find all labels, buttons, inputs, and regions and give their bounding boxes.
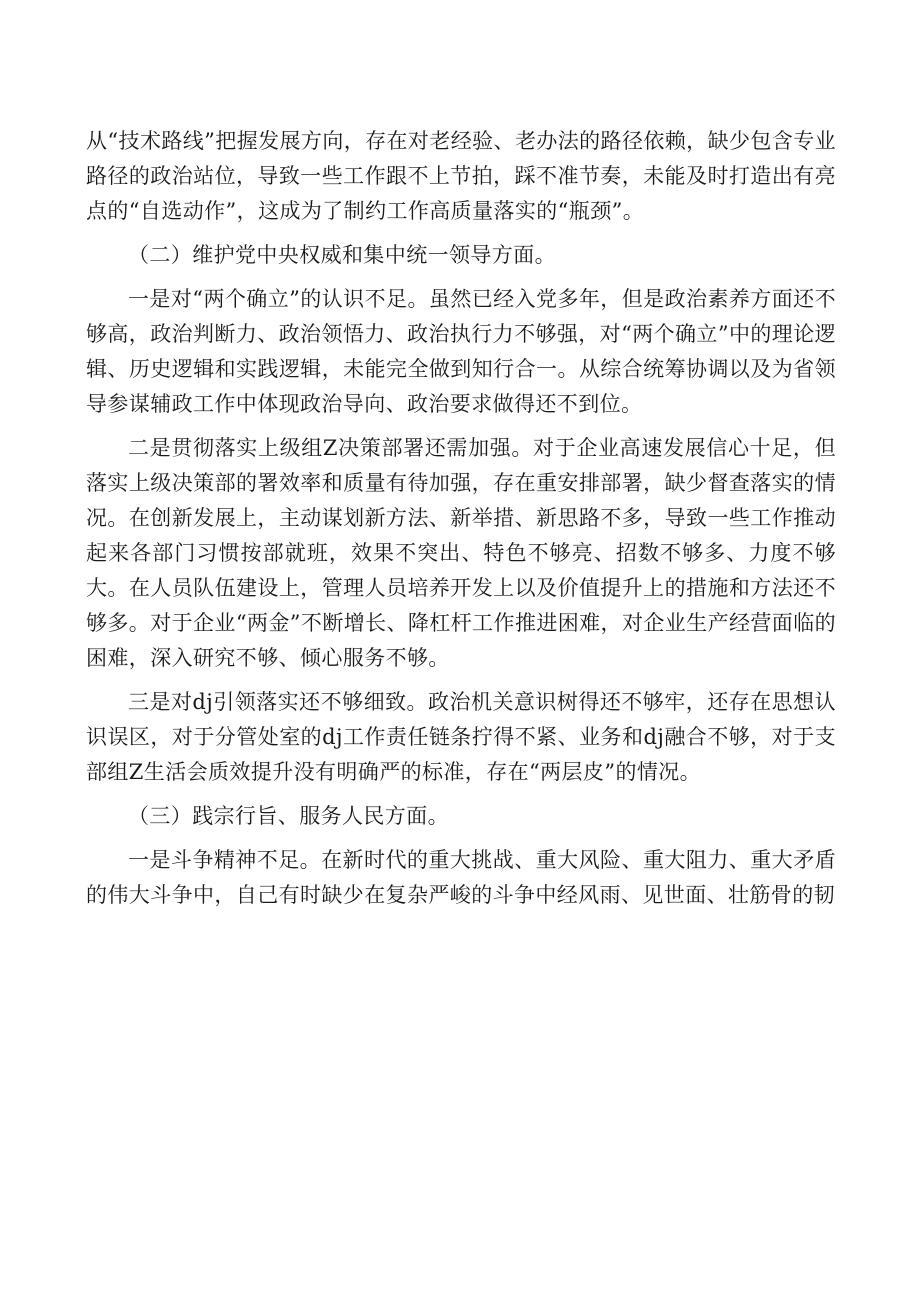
paragraph-two-establishments: 一是对“两个确立”的认识不足。虽然已经入党多年，但是政治素养方面还不够高，政治判断力、政治领悟力、政治执行力不够强，对“两个确立”中的理论逻辑、历史逻辑和实践逻辑，未能完全做到知行合一。从综合统筹协调以及为省领导参谋辅政工作中体现政治导向、政治要求做得还不到位。 [86,287,836,416]
section-heading-2: （二）维护党中央权威和集中统一领导方面。 [128,243,556,267]
paragraph-struggle-spirit: 一是斗争精神不足。在新时代的重大挑战、重大风险、重大阻力、重大矛盾的伟大斗争中，自己有时缺少在复杂严峻的斗争中经风雨、见世面、壮筋骨的韧 [86,848,836,907]
section-heading-3: （三）践宗行旨、服务人民方面。 [128,804,449,828]
paragraph-leadership: 三是对dj引领落实还不够细致。政治机关意识树得还不够牢，还存在思想认识误区，对于分管处室的dj工作责任链条拧得不紧、业务和dj融合不够，对于支部组Z生活会质效提升没有明确严的标准，存在“两层皮”的情况。 [86,690,836,784]
paragraph-continuation: 从“技术路线”把握发展方向，存在对老经验、老办法的路径依赖，缺少包含专业路径的政治站位，导致一些工作跟不上节拍，踩不准节奏，未能及时打造出有亮点的“自选动作”，这成为了制约工作高质量落实的“瓶颈”。 [86,129,836,223]
paragraph-implementation: 二是贯彻落实上级组Z决策部署还需加强。对于企业高速发展信心十足，但落实上级决策部的署效率和质量有待加强，存在重安排部署，缺少督查落实的情况。在创新发展上，主动谋划新方法、新举措、新思路不多，导致一些工作推动起来各部门习惯按部就班，效果不突出、特色不够亮、招数不够多、力度不够大。在人员队伍建设上，管理人员培养开发上以及价值提升上的措施和方法还不够多。对于企业“两金”不断增长、降杠杆工作推进困难，对企业生产经营面临的困难，深入研究不够、倾心服务不够。 [86,436,836,670]
